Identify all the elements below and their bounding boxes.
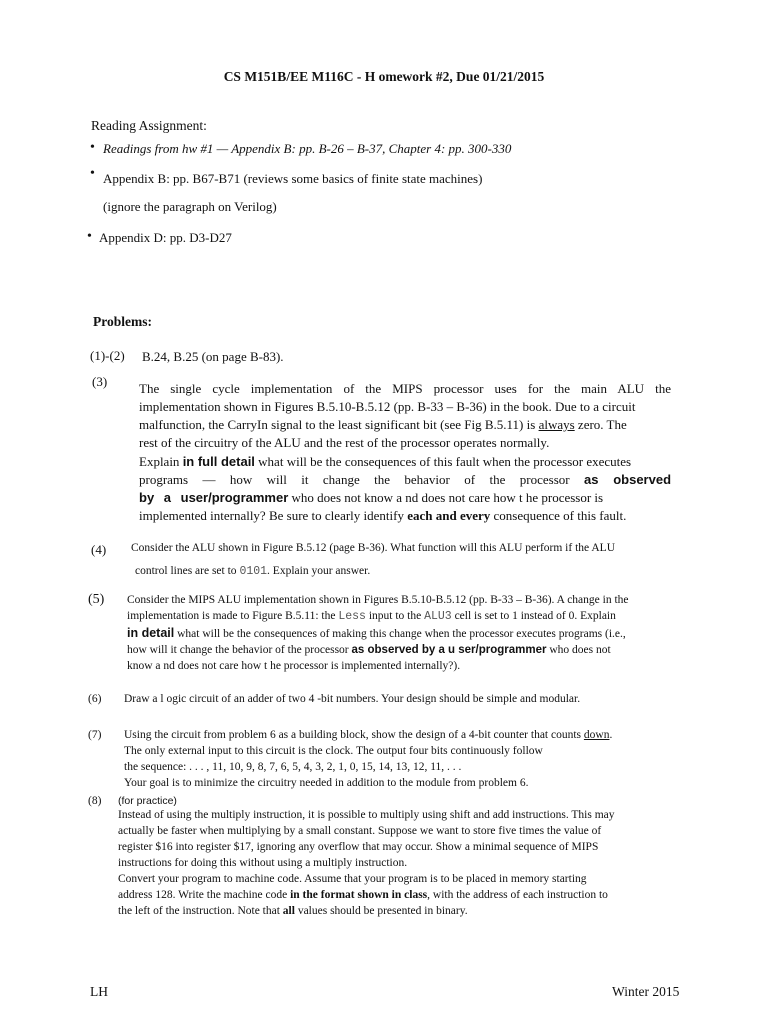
reading-item-3: Appendix D: pp. D3-D27 [99,230,232,245]
problem-8-text [118,807,678,919]
problem-5-line [127,642,687,658]
page-title: CS M151B/EE M116C - H omework #2, Due 01/21/2015 [223,69,545,84]
problem-3-line [139,416,671,434]
problem-5-text [127,592,687,674]
problem-7-line [124,727,684,743]
problem-4-line [135,563,370,580]
text-span: cell is set to 1 instead of 0. Explain [454,610,616,622]
text-span: what will be the consequences of making this change when the processor executes programs (i.e., [177,628,626,640]
reading-item-1: Readings from hw #1 — Appendix B: pp. B-26 – B-37, Chapter 4: pp. 300-330 [103,141,512,156]
down-emphasis: down [583,729,610,741]
problem-6-text: Draw a l ogic circuit of an adder of two 4 -bit numbers. Your design should be simple and modular. [124,693,581,705]
problem-5-line [127,608,687,625]
problem-8-line: actually be faster when multiplying by a small constant. Suppose we want to store five times the value of [118,825,602,837]
problem-5-line: know a nd does not care how t he processor is implemented internally?). [127,660,461,672]
by-user-emphasis: by a user/programmer [139,490,289,505]
problem-7-line: Your goal is to minimize the circuitry needed in addition to the module from problem 6. [124,777,529,789]
bullet: • [90,166,95,181]
problem-7-line: The only external input to this circuit is the clock. The output four bits continuously follow [124,745,543,757]
all-emphasis: all [282,905,295,917]
text-span: who does not know a nd does not care how t he processor is [291,490,604,505]
text-span: zero. The [577,417,627,432]
problem-7-text [124,727,684,791]
problem-8-line: Convert your program to machine code. Assume that your program is to be placed in memory starting [118,873,587,885]
text-span: , with the address of each instruction to [427,889,608,901]
code-value: 0101 [239,565,268,578]
problem-3-line [139,489,671,507]
code-value: ALU3 [424,610,452,623]
problem-number: (5) [88,592,105,607]
problem-7-line: the sequence: . . . , 11, 10, 9, 8, 7, 6, 5, 4, 3, 2, 1, 0, 15, 14, 13, 12, 11, . . . [124,761,462,773]
text-span: the left of the instruction. Note that [118,905,280,917]
code-value: Less [338,610,366,623]
full-detail-emphasis: in full detail [182,454,255,469]
text-span: implemented internally? Be sure to clearly identify [139,508,404,523]
problem-number: (3) [92,374,108,389]
problem-number: (6) [88,693,102,705]
problem-8-line [118,887,678,903]
text-span: control lines are set to [135,565,237,577]
problem-3-line [139,507,671,525]
problem-4-line: Consider the ALU shown in Figure B.5.12 (page B-36). What function will this ALU perform if the ALU [131,542,615,554]
problem-3-line: The single cycle implementation of the MIPS processor uses for the main ALU the [139,381,671,396]
text-span: how will it change the behavior of the processor [127,644,349,656]
format-emphasis: in the format shown in class [290,889,428,901]
problem-8-line: instructions for doing this without using a multiply instruction. [118,857,408,869]
problem-3-line [139,471,671,489]
problem-8-line: Instead of using the multiply instruction, it is possible to multiply using shift and add instructions. This may [118,809,615,821]
always-emphasis: always [538,417,575,432]
text-span: . [609,729,613,741]
problem-8-line [118,903,678,919]
text-span: . Explain your answer. [267,565,371,577]
problem-3-line [139,453,671,471]
text-span: who does not [549,644,611,656]
footer-left: LH [90,984,108,999]
problem-3-line: rest of the circuitry of the ALU and the rest of the processor operates normally. [139,435,550,450]
bullet: • [90,140,95,155]
text-span: malfunction, the CarryIn signal to the least significant bit (see Fig B.5.11) is [139,417,536,432]
problem-1-2-text: B.24, B.25 (on page B-83). [142,349,284,364]
problem-8-line: register $16 into register $17, ignoring any overflow that may occur. Show a minimal sequence of MIPS [118,841,599,853]
footer-right: Winter 2015 [612,984,680,999]
as-observed-emphasis: as observed by a u ser/programmer [351,644,547,656]
problem-3-line: implementation shown in Figures B.5.10-B.5.12 (pp. B-33 – B-36) in the book. Due to a circuit [139,399,636,414]
problem-number: (4) [91,542,107,557]
bullet: • [87,229,92,244]
as-observed-emphasis: as observed [584,472,672,487]
text-span: values should be presented in binary. [297,905,468,917]
text-span: Explain [139,454,180,469]
text-span: input to the [368,610,422,622]
text-span: implementation is made to Figure B.5.11: the [127,610,336,622]
text-span: what will be the consequences of this fault when the processor executes [258,454,632,469]
text-span: consequence of this fault. [493,508,627,523]
each-every-emphasis: each and every [407,508,491,523]
text-span: programs — how will it change the behavior of the processor [139,472,570,487]
text-span: Using the circuit from problem 6 as a building block, show the design of a 4-bit counter that counts [124,729,582,741]
problem-5-line [127,625,687,642]
problems-heading: Problems: [93,314,152,329]
text-span: address 128. Write the machine code [118,889,288,901]
problem-3-text [139,380,671,525]
reading-heading: Reading Assignment: [91,118,207,133]
reading-item-2-note: (ignore the paragraph on Verilog) [103,199,277,214]
problem-number: (1)-(2) [90,348,125,363]
problem-number: (7) [88,729,102,741]
problem-number: (8) [88,795,102,807]
problem-5-line: Consider the MIPS ALU implementation shown in Figures B.5.10-B.5.12 (pp. B-33 – B-36). A change in the [127,594,629,606]
for-practice-note: (for practice) [118,795,177,807]
in-detail-emphasis: in detail [127,626,175,640]
reading-item-2: Appendix B: pp. B67-B71 (reviews some basics of finite state machines) [103,171,483,186]
